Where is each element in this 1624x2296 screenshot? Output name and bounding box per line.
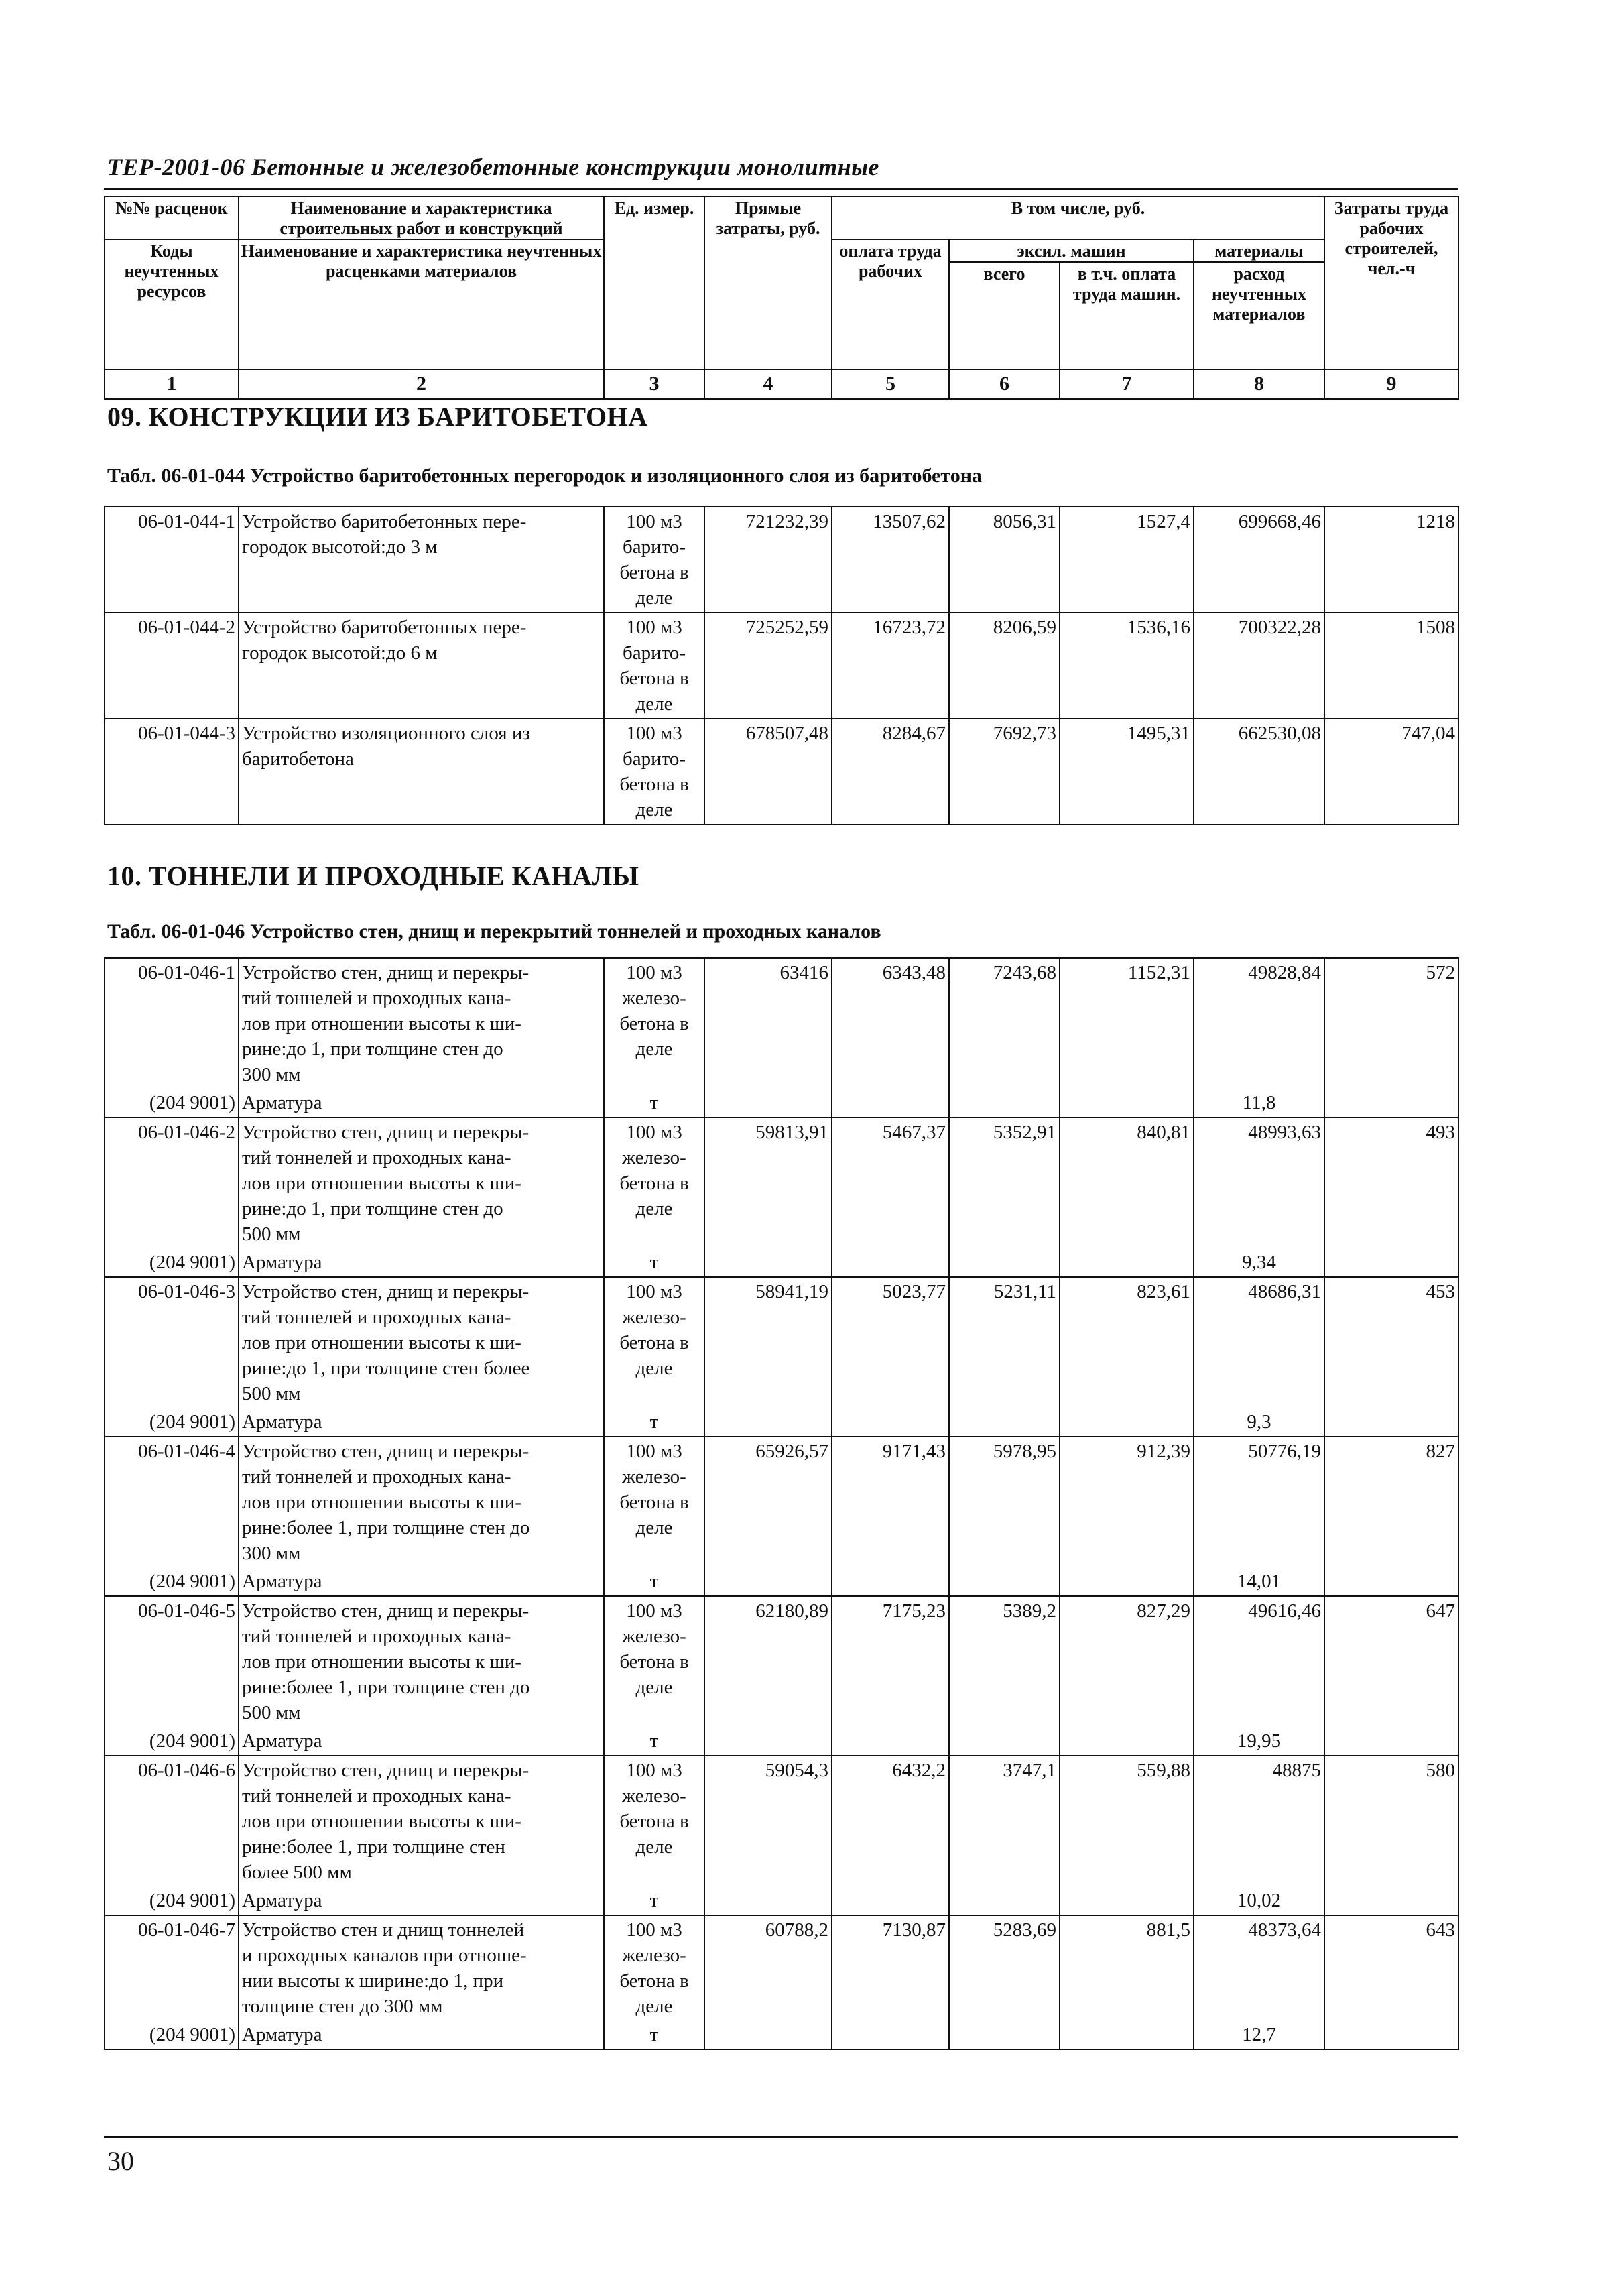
col1-bottom-label: Коды неучтенных ресурсов — [105, 239, 239, 369]
material-row — [105, 1248, 1458, 1277]
column-number-cell: 7 — [1060, 369, 1194, 399]
cell-empty — [704, 1886, 832, 1915]
cell-material-quantity: 19,95 — [1194, 1727, 1324, 1756]
cell-labor: 8284,67 — [832, 719, 949, 825]
cell-materials: 49828,84 — [1194, 958, 1324, 1089]
cell-empty — [832, 1567, 949, 1596]
cell-empty — [1324, 1727, 1458, 1756]
cell-mach-labor: 840,81 — [1060, 1117, 1194, 1248]
cell-name: Устройство стен и днищ тоннелей и проходных каналов при отноше- нии высоты к ширине:до 1, при толщине стен до 300 мм — [239, 1915, 604, 2020]
cell-material-name: Арматура — [239, 1408, 604, 1437]
cell-material-quantity: 11,8 — [1194, 1089, 1324, 1117]
group-label: В том числе, руб. — [832, 196, 1324, 239]
cell-code: 06-01-046-1 — [105, 958, 239, 1089]
table-044-title: Табл. 06-01-044 Устройство баритобетонных перегородок и изоляционного слоя из баритобетона — [107, 465, 982, 487]
cell-mach-labor: 823,61 — [1060, 1277, 1194, 1408]
table-row — [105, 1277, 1458, 1408]
col1-top-label: №№ расценок — [105, 196, 239, 239]
cell-empty — [1324, 2020, 1458, 2049]
cell-hours: 647 — [1324, 1596, 1458, 1727]
cell-mach-labor: 827,29 — [1060, 1596, 1194, 1727]
table-row — [105, 1756, 1458, 1886]
cell-hours: 643 — [1324, 1915, 1458, 2020]
cell-name: Устройство баритобетонных пере- городок высотой:до 6 м — [239, 613, 604, 719]
cell-mach: 5389,2 — [949, 1596, 1060, 1727]
cell-empty — [1324, 1886, 1458, 1915]
cell-empty — [704, 1408, 832, 1437]
cell-direct: 63416 — [704, 958, 832, 1089]
cell-empty — [1324, 1089, 1458, 1117]
cell-material-unit: т — [604, 1248, 704, 1277]
cell-direct: 678507,48 — [704, 719, 832, 825]
cell-mach: 5978,95 — [949, 1437, 1060, 1567]
cell-mach: 5352,91 — [949, 1117, 1060, 1248]
cell-code: 06-01-046-4 — [105, 1437, 239, 1567]
cell-material-unit: т — [604, 1408, 704, 1437]
material-row — [105, 2020, 1458, 2049]
material-row — [105, 1408, 1458, 1437]
cell-name: Устройство стен, днищ и перекры- тий тоннелей и проходных кана- лов при отношении высоты к ши- рине:до 1, при толщине стен до 500 мм — [239, 1117, 604, 1248]
cell-hours: 493 — [1324, 1117, 1458, 1248]
cell-mach-labor: 559,88 — [1060, 1756, 1194, 1886]
column-number-cell: 2 — [239, 369, 604, 399]
cell-hours: 453 — [1324, 1277, 1458, 1408]
cell-mach-labor: 1536,16 — [1060, 613, 1194, 719]
cell-material-unit: т — [604, 2020, 704, 2049]
cell-material-quantity: 12,7 — [1194, 2020, 1324, 2049]
cell-code: 06-01-046-6 — [105, 1756, 239, 1886]
col3-label: Ед. измер. — [604, 196, 704, 369]
section-10-title: 10. ТОННЕЛИ И ПРОХОДНЫЕ КАНАЛЫ — [107, 861, 639, 891]
column-number-cell: 6 — [949, 369, 1060, 399]
cell-labor: 7130,87 — [832, 1915, 949, 2020]
header-rule — [104, 188, 1458, 190]
table-row — [105, 1437, 1458, 1567]
footer-rule — [104, 2136, 1458, 2138]
cell-hours: 1508 — [1324, 613, 1458, 719]
cell-material-name: Арматура — [239, 1248, 604, 1277]
cell-unit: 100 м3 железо- бетона в деле — [604, 1277, 704, 1408]
col2-top-label: Наименование и характеристика строительных работ и конструкций — [239, 196, 604, 239]
cell-materials: 699668,46 — [1194, 507, 1324, 613]
cell-mach-labor: 1152,31 — [1060, 958, 1194, 1089]
column-number-cell: 3 — [604, 369, 704, 399]
cell-unit: 100 м3 железо- бетона в деле — [604, 1117, 704, 1248]
column-header-table — [104, 196, 1459, 400]
cell-unit: 100 м3 барито- бетона в деле — [604, 613, 704, 719]
cell-code: 06-01-044-3 — [105, 719, 239, 825]
cell-unit: 100 м3 железо- бетона в деле — [604, 1596, 704, 1727]
cell-unit: 100 м3 железо- бетона в деле — [604, 1915, 704, 2020]
cell-mach: 5231,11 — [949, 1277, 1060, 1408]
table-046-title: Табл. 06-01-046 Устройство стен, днищ и перекрытий тоннелей и проходных каналов — [107, 920, 881, 943]
cell-material-code: (204 9001) — [105, 1248, 239, 1277]
cell-unit: 100 м3 железо- бетона в деле — [604, 1437, 704, 1567]
cell-material-unit: т — [604, 1886, 704, 1915]
cell-labor: 13507,62 — [832, 507, 949, 613]
cell-materials: 48993,63 — [1194, 1117, 1324, 1248]
cell-empty — [1060, 1089, 1194, 1117]
cell-labor: 6432,2 — [832, 1756, 949, 1886]
cell-direct: 65926,57 — [704, 1437, 832, 1567]
cell-empty — [832, 1727, 949, 1756]
cell-materials: 48686,31 — [1194, 1277, 1324, 1408]
cell-material-name: Арматура — [239, 1886, 604, 1915]
material-row — [105, 1886, 1458, 1915]
cell-name: Устройство стен, днищ и перекры- тий тоннелей и проходных кана- лов при отношении высоты к ши- рине:более 1, при толщине стен до 500 мм — [239, 1596, 604, 1727]
cell-empty — [1324, 1567, 1458, 1596]
cell-labor: 6343,48 — [832, 958, 949, 1089]
cell-empty — [832, 1248, 949, 1277]
cell-direct: 62180,89 — [704, 1596, 832, 1727]
cell-material-name: Арматура — [239, 1089, 604, 1117]
cell-material-quantity: 10,02 — [1194, 1886, 1324, 1915]
cell-empty — [949, 2020, 1060, 2049]
cell-empty — [949, 1408, 1060, 1437]
cell-code: 06-01-044-1 — [105, 507, 239, 613]
cell-empty — [949, 1886, 1060, 1915]
material-row — [105, 1089, 1458, 1117]
cell-material-code: (204 9001) — [105, 1727, 239, 1756]
cell-hours: 580 — [1324, 1756, 1458, 1886]
cell-empty — [832, 1886, 949, 1915]
cell-materials: 662530,08 — [1194, 719, 1324, 825]
machines-label: эксил. машин — [949, 239, 1194, 262]
cell-material-code: (204 9001) — [105, 2020, 239, 2049]
cell-material-unit: т — [604, 1727, 704, 1756]
cell-material-code: (204 9001) — [105, 1089, 239, 1117]
cell-empty — [1060, 1727, 1194, 1756]
cell-direct: 725252,59 — [704, 613, 832, 719]
cell-direct: 58941,19 — [704, 1277, 832, 1408]
material-row — [105, 1727, 1458, 1756]
cell-materials: 48875 — [1194, 1756, 1324, 1886]
cell-name: Устройство изоляционного слоя из баритобетона — [239, 719, 604, 825]
cell-hours: 747,04 — [1324, 719, 1458, 825]
col6-label: всего — [949, 262, 1060, 369]
cell-materials: 49616,46 — [1194, 1596, 1324, 1727]
cell-empty — [704, 1567, 832, 1596]
cell-name: Устройство баритобетонных пере- городок высотой:до 3 м — [239, 507, 604, 613]
cell-material-code: (204 9001) — [105, 1886, 239, 1915]
cell-material-unit: т — [604, 1089, 704, 1117]
cell-name: Устройство стен, днищ и перекры- тий тоннелей и проходных кана- лов при отношении высоты к ши- рине:более 1, при толщине стен более 500 мм — [239, 1756, 604, 1886]
cell-mach-labor: 1495,31 — [1060, 719, 1194, 825]
document-header: ТЕР-2001-06 Бетонные и железобетонные конструкции монолитные — [107, 154, 880, 180]
section-09-title: 09. КОНСТРУКЦИИ ИЗ БАРИТОБЕТОНА — [107, 402, 648, 432]
cell-unit: 100 м3 барито- бетона в деле — [604, 719, 704, 825]
cell-labor: 5467,37 — [832, 1117, 949, 1248]
cell-code: 06-01-046-7 — [105, 1915, 239, 2020]
cell-materials: 50776,19 — [1194, 1437, 1324, 1567]
col4-label: Прямые затраты, руб. — [704, 196, 832, 369]
cell-material-name: Арматура — [239, 1567, 604, 1596]
cell-empty — [1060, 1886, 1194, 1915]
cell-mach: 7692,73 — [949, 719, 1060, 825]
cell-empty — [704, 1248, 832, 1277]
col8-bottom-label: расход неучтенных материалов — [1194, 262, 1324, 369]
cell-empty — [704, 2020, 832, 2049]
col8-top-label: материалы — [1194, 239, 1324, 262]
cell-material-name: Арматура — [239, 2020, 604, 2049]
cell-empty — [832, 1089, 949, 1117]
cell-labor: 16723,72 — [832, 613, 949, 719]
cell-mach: 3747,1 — [949, 1756, 1060, 1886]
cell-empty — [949, 1089, 1060, 1117]
table-row — [105, 1596, 1458, 1727]
cell-materials: 700322,28 — [1194, 613, 1324, 719]
cell-material-code: (204 9001) — [105, 1408, 239, 1437]
cell-direct: 59813,91 — [704, 1117, 832, 1248]
cell-materials: 48373,64 — [1194, 1915, 1324, 2020]
cell-material-code: (204 9001) — [105, 1567, 239, 1596]
cell-name: Устройство стен, днищ и перекры- тий тоннелей и проходных кана- лов при отношении высоты к ши- рине:до 1, при толщине стен до 300 мм — [239, 958, 604, 1089]
column-number-cell: 1 — [105, 369, 239, 399]
cell-code: 06-01-046-3 — [105, 1277, 239, 1408]
column-number-cell: 9 — [1324, 369, 1458, 399]
cell-direct: 60788,2 — [704, 1915, 832, 2020]
cell-empty — [1324, 1248, 1458, 1277]
cell-material-quantity: 14,01 — [1194, 1567, 1324, 1596]
cell-code: 06-01-046-2 — [105, 1117, 239, 1248]
cell-empty — [1324, 1408, 1458, 1437]
table-row — [105, 613, 1458, 719]
cell-mach-labor: 1527,4 — [1060, 507, 1194, 613]
material-row — [105, 1567, 1458, 1596]
col2-bottom-label: Наименование и характеристика неучтенных расценками материалов — [239, 239, 604, 369]
table-row — [105, 1117, 1458, 1248]
cell-hours: 1218 — [1324, 507, 1458, 613]
col5-label: оплата труда рабочих — [832, 239, 949, 369]
cell-empty — [832, 1408, 949, 1437]
cell-empty — [949, 1727, 1060, 1756]
table-044 — [104, 506, 1459, 825]
cell-labor: 7175,23 — [832, 1596, 949, 1727]
cell-name: Устройство стен, днищ и перекры- тий тоннелей и проходных кана- лов при отношении высоты к ши- рине:более 1, при толщине стен до 300 мм — [239, 1437, 604, 1567]
cell-code: 06-01-044-2 — [105, 613, 239, 719]
cell-hours: 572 — [1324, 958, 1458, 1089]
cell-empty — [704, 1727, 832, 1756]
cell-mach: 5283,69 — [949, 1915, 1060, 2020]
cell-mach: 7243,68 — [949, 958, 1060, 1089]
cell-direct: 59054,3 — [704, 1756, 832, 1886]
cell-name: Устройство стен, днищ и перекры- тий тоннелей и проходных кана- лов при отношении высоты к ши- рине:до 1, при толщине стен более 500 мм — [239, 1277, 604, 1408]
column-number-cell: 5 — [832, 369, 949, 399]
cell-empty — [1060, 1248, 1194, 1277]
cell-empty — [1060, 2020, 1194, 2049]
column-number-cell: 4 — [704, 369, 832, 399]
table-row — [105, 507, 1458, 613]
cell-material-quantity: 9,34 — [1194, 1248, 1324, 1277]
cell-mach-labor: 912,39 — [1060, 1437, 1194, 1567]
cell-empty — [1060, 1408, 1194, 1437]
page-number: 30 — [107, 2146, 134, 2176]
cell-material-unit: т — [604, 1567, 704, 1596]
cell-labor: 5023,77 — [832, 1277, 949, 1408]
col7-label: в т.ч. оплата труда машин. — [1060, 262, 1194, 369]
cell-unit: 100 м3 барито- бетона в деле — [604, 507, 704, 613]
col9-label: Затраты труда рабочих строителей, чел.-ч — [1324, 196, 1458, 369]
column-number-cell: 8 — [1194, 369, 1324, 399]
cell-material-quantity: 9,3 — [1194, 1408, 1324, 1437]
cell-unit: 100 м3 железо- бетона в деле — [604, 958, 704, 1089]
cell-material-name: Арматура — [239, 1727, 604, 1756]
cell-labor: 9171,43 — [832, 1437, 949, 1567]
cell-unit: 100 м3 железо- бетона в деле — [604, 1756, 704, 1886]
cell-mach: 8056,31 — [949, 507, 1060, 613]
cell-empty — [1060, 1567, 1194, 1596]
cell-direct: 721232,39 — [704, 507, 832, 613]
cell-empty — [949, 1248, 1060, 1277]
cell-hours: 827 — [1324, 1437, 1458, 1567]
table-row — [105, 1915, 1458, 2020]
cell-empty — [704, 1089, 832, 1117]
cell-empty — [832, 2020, 949, 2049]
cell-code: 06-01-046-5 — [105, 1596, 239, 1727]
table-row — [105, 719, 1458, 825]
cell-empty — [949, 1567, 1060, 1596]
table-046 — [104, 957, 1459, 2050]
cell-mach: 8206,59 — [949, 613, 1060, 719]
cell-mach-labor: 881,5 — [1060, 1915, 1194, 2020]
table-row — [105, 958, 1458, 1089]
